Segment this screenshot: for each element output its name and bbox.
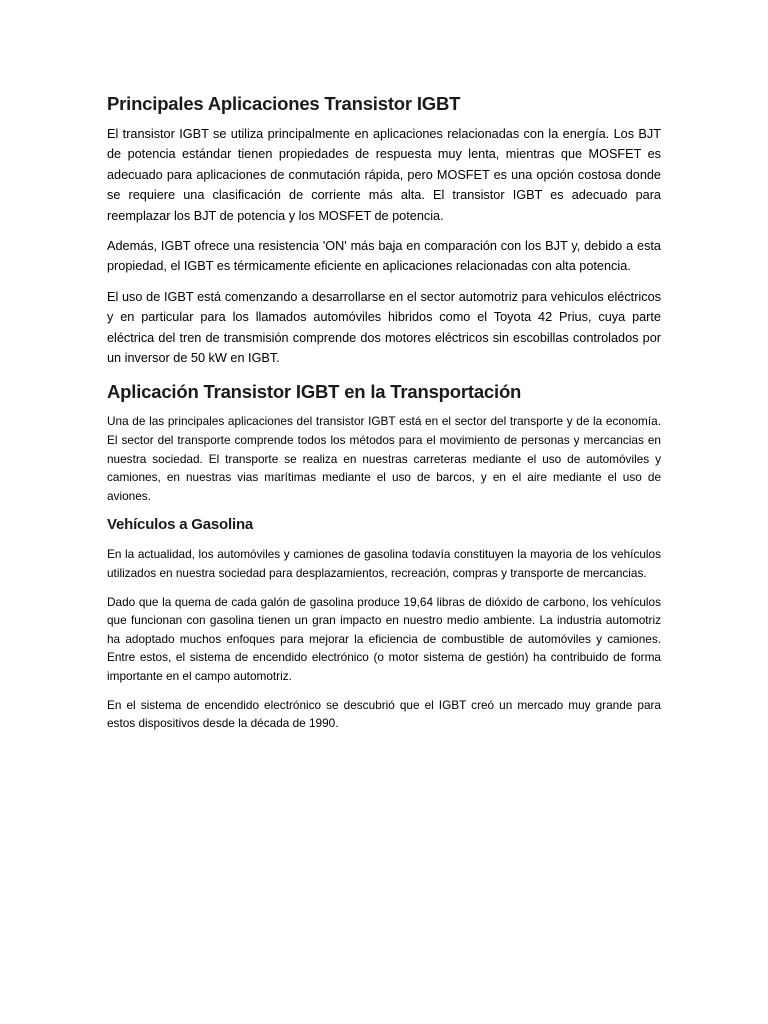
subsection-heading-gasoline: Vehículos a Gasolina bbox=[107, 516, 254, 534]
section-heading-transport: Aplicación Transistor IGBT en la Transportación bbox=[107, 381, 522, 403]
gasoline-paragraph-2: Dado que la quema de cada galón de gasolina produce 19,64 libras de dióxido de carbono, los vehículos que funcionan con gasolina tienen un gran impacto en nuestro medio ambiente. La industria automotriz ha adoptado muchos enfoques para mejorar la eficiencia de combustible de automóviles y camiones. Entre estos, el sistema de encendido electrónico (o motor sistema de gestión) ha contribuido de forma importante en el campo automotriz. bbox=[107, 594, 661, 683]
intro-paragraph-3: El uso de IGBT está comenzando a desarrollarse en el sector automotriz para vehiculos eléctricos y en particular para los llamados automóviles hibridos como el Toyota 42 Prius, cuya parte eléctrica del tren de transmisión comprende dos motores eléctricos sin escobillas controlados por un inversor de 50 kW en IGBT. bbox=[107, 289, 661, 366]
gasoline-paragraph-1: En la actualidad, los automóviles y camiones de gasolina todavía constituyen la mayoria de los vehículos utilizados en nuestra sociedad para desplazamientos, recreación, compras y transporte de mercancias. bbox=[107, 547, 661, 581]
page-title: Principales Aplicaciones Transistor IGBT bbox=[107, 93, 461, 114]
gasoline-paragraph-3: En el sistema de encendido electrónico se descubrió que el IGBT creó un mercado muy grande para estos dispositivos desde la década de 1990. bbox=[107, 697, 661, 731]
intro-paragraph-1: El transistor IGBT se utiliza principalmente en aplicaciones relacionadas con la energía. Los BJT de potencia estándar tienen propiedades de respuesta muy lenta, mientras que MOSFET es adecuado para aplicaciones de conmutación rápida, pero MOSFET es una opción costosa donde se requiere una clasificación de corriente más alta. El transistor IGBT es adecuado para reemplazar los BJT de potencia y los MOSFET de potencia. bbox=[107, 127, 661, 223]
intro-paragraph-2: Además, IGBT ofrece una resistencia 'ON' más baja en comparación con los BJT y, debido a esta propiedad, el IGBT es térmicamente eficiente en aplicaciones relacionadas con alta potencia. bbox=[107, 239, 661, 274]
document-content bbox=[107, 92, 661, 743]
transport-paragraph: Una de las principales aplicaciones del transistor IGBT está en el sector del transporte y de la economía. El sector del transporte comprende todos los métodos para el movimiento de personas y mercancias en nuestra sociedad. El transporte se realiza en nuestras carreteras mediante el uso de automóviles y camiones, en nuestras vias marítimas mediante el uso de barcos, y en el aire mediante el uso de aviones. bbox=[107, 414, 661, 503]
